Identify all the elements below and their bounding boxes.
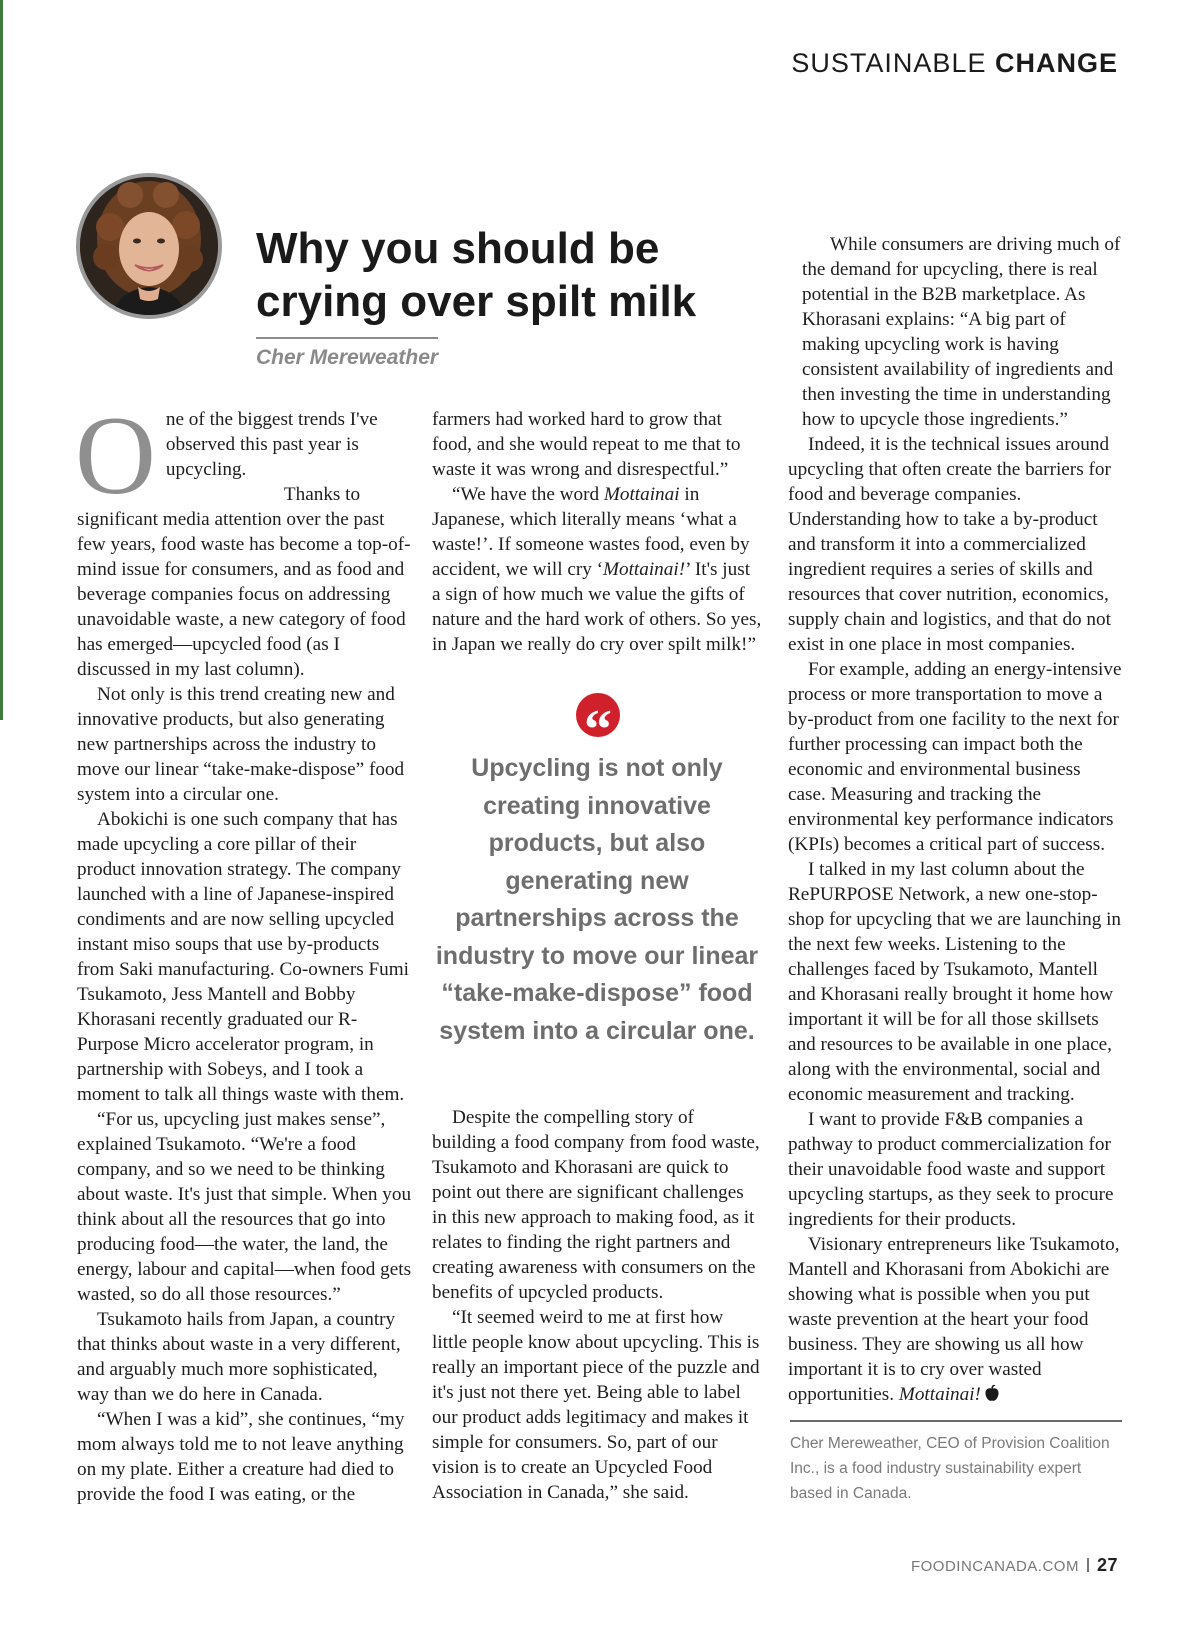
paragraph: “When I was a kid”, she continues, “my mom always told me to not leave anything on my plate. Either a creature had died to provide the food I was eating, or the (77, 1409, 405, 1505)
page-edge-strip (0, 0, 3, 720)
paragraph: “It seemed weird to me at first how little people know about upcycling. This is really an important piece of the puzzle and it's just not there yet. Being able to label our product adds legitimacy and makes it simple for consumers. So, part of our vision is to create an Upcycled Food Association in Canada,” she said. (432, 1307, 760, 1503)
author-byline: Cher Mereweather (256, 346, 439, 369)
author-portrait-icon (80, 177, 218, 315)
paragraph: Despite the compelling story of building a food company from food waste, Tsukamoto and Khorasani are quick to point out there are significant challenges in this new approach to making food, as it relates to finding the right partners and creating awareness with consumers on the benefits of upcycled products. (432, 1107, 760, 1303)
paragraph: Tsukamoto hails from Japan, a country that thinks about waste in a very different, and arguably much more sophisticated, way than we do here in Canada. (77, 1309, 401, 1405)
paragraph: Abokichi is one such company that has made upcycling a core pillar of their product innovation strategy. The company launched with a line of Japanese-inspired condiments and are now selling upcycled instant miso soups that use by-products from Saki manufacturing. Co-owners Fumi Tsukamoto, Jess Mantell and Bobby Khorasani recently graduated our R-Purpose Micro accelerator program, in partnership with Sobeys, and I took a moment to talk all things waste with them. (77, 809, 409, 1105)
page-footer (911, 1555, 1118, 1576)
page-number: 27 (1096, 1555, 1118, 1575)
column-1 (75, 394, 412, 1507)
paragraph: I talked in my last column about the RePURPOSE Network, a new one-stop-shop for upcycling that we are launching in the next few weeks. Listening to the challenges faced by Tsukamoto, Mantell and Khorasani really brought it home how important it will be for all those skillsets and resources to be available in one place, along with the environmental, social and economic measurement and tracking. (788, 859, 1122, 1105)
paragraph: Indeed, it is the technical issues around upcycling that often create the barriers for food and beverage companies. Understanding how to take a by-product and transform it into a commercialized ingredient requires a series of skills and resources that cover nutrition, economics, supply chain and logistics, and that do not exist in one place in most companies. (788, 434, 1111, 655)
article-title: Why you should be crying over spilt milk (256, 224, 697, 326)
apple-end-mark-icon (984, 1385, 1000, 1402)
paragraph: farmers had worked hard to grow that food, and she would repeat to me that to waste it was wrong and disrespectful.” (432, 409, 741, 480)
paragraph: “We have the word Mottainai in Japanese, which literally means ‘what a waste!’. If someone wastes food, even by accident, we will cry ‘Mottainai!’ It's just a sign of how much we value the gifts of nature and the hard work of others. So yes, in Japan we really do cry over spilt milk!” (432, 484, 762, 655)
paragraph: One of the biggest trends I've observed this past year is upcycling. (75, 394, 378, 518)
column-2-top (432, 407, 762, 657)
author-photo (76, 173, 222, 319)
drop-cap: O (75, 394, 156, 518)
author-bio: Cher Mereweather, CEO of Provision Coalition Inc., is a food industry sustainability expert based in Canada. (790, 1435, 1110, 1502)
quote-mark-icon: “ (576, 693, 620, 737)
paragraph: Visionary entrepreneurs like Tsukamoto, Mantell and Khorasani from Abokichi are showing what is possible when you put waste prevention at the heart your food business. They are showing us all how important it is to cry over wasted opportunities. Mottainai! (788, 1234, 1120, 1405)
author-divider (256, 337, 438, 339)
bio-divider (790, 1420, 1122, 1422)
footer-site: FOODINCANADA.COM (910, 1558, 1079, 1575)
paragraph: Not only is this trend creating new and innovative products, but also generating new partnerships across the industry to move our linear “take-make-dispose” food system into a circular one. (77, 684, 405, 805)
section-header: SUSTAINABLE CHANGE (791, 48, 1118, 78)
column-3 (788, 232, 1123, 1407)
column-2-bottom (432, 1105, 762, 1505)
paragraph: For example, adding an energy-intensive process or more transportation to move a by-product from one facility to the next for further processing can impact both the economic and environmental business case. Measuring and tracking the environmental key performance indicators (KPIs) becomes a critical part of success. (788, 659, 1122, 855)
paragraph: I want to provide F&B companies a pathway to product commercialization for their unavoidable food waste and support upcycling startups, as they seek to procure ingredients for their products. (788, 1109, 1114, 1230)
paragraph: While consumers are driving much of the demand for upcycling, there is real potential in the B2B marketplace. As Khorasani explains: “A big part of making upcycling work is having consistent availability of ingredients and then investing the time in understanding how to upcycle those ingredients.” (802, 234, 1121, 430)
paragraph: Thanks to significant media attention over the past few years, food waste has become a top-of-mind issue for consumers, and as food and beverage companies focus on addressing unavoidable waste, a new category of food has emerged—upcycled food (as I discussed in my last column). (77, 484, 411, 680)
pull-quote: Upcycling is not only creating innovative products, but also generating new partnerships across the industry to move our linear “take-make-dispose” food system into a circular one. (435, 754, 759, 1045)
footer-separator (1087, 1558, 1089, 1572)
paragraph: “For us, upcycling just makes sense”, explained Tsukamoto. “We're a food company, and so we need to be thinking about waste. It's just that simple. When you think about all the resources that go into producing food—the water, the land, the energy, labour and capital—when food gets wasted, so do all those resources.” (77, 1109, 412, 1305)
